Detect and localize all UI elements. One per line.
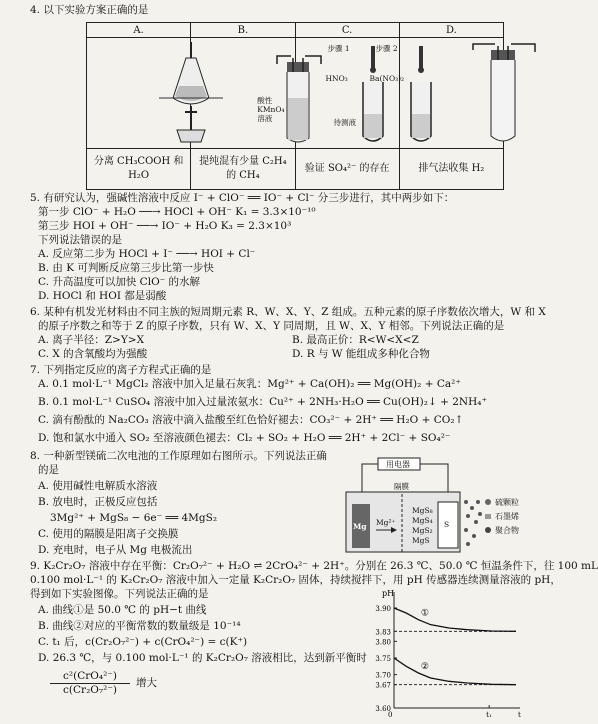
q6-option-d: D. R 与 W 能组成多种化合物 <box>292 348 430 360</box>
q5-option-a: A. 反应第二步为 HOCl + I⁻ ──→ HOI + Cl⁻ <box>38 248 256 260</box>
q9-stem-line3: 得到如下实验图像。下列说法正确的是 <box>30 588 209 600</box>
q6-stem-line2: 的原子序数之和等于 Z 的原子序数，只有 W、X、Y 同周期，且 W、X、Y 相邻。下列说法正确的是 <box>38 320 505 332</box>
species-mgs: MgS <box>412 536 430 545</box>
gas-collection-tube-icon <box>451 38 555 148</box>
battery-diagram <box>340 456 528 554</box>
y-tick-label: 3.83 <box>375 628 391 637</box>
q5-step1: 第一步 ClO⁻ + H₂O ──→ HOCl + OH⁻ K₁ = 3.3×10⁻¹⁰ <box>38 206 316 218</box>
q6-option-b: B. 最高正价：R<W<X<Z <box>292 334 419 346</box>
series-line-2 <box>394 658 516 685</box>
y-axis-label: pH <box>382 589 395 598</box>
device-label: 用电器 <box>386 460 410 469</box>
species-mgs2: MgS₂ <box>412 526 433 535</box>
q9-option-c: C. t₁ 后，c(Cr₂O₇²⁻) + c(CrO₄²⁻) = c(K⁺) <box>38 636 248 648</box>
caption-a-line2: H₂O <box>128 170 150 181</box>
legend-polymer: 聚合物 <box>495 526 519 535</box>
caption-c: 验证 SO₄²⁻ 的存在 <box>295 149 399 190</box>
s-electrode-label: S <box>444 520 450 529</box>
q9-option-d-tail: 增大 <box>136 677 157 689</box>
q8-stem-line2: 的是 <box>38 464 59 476</box>
y-tick-label: 3.67 <box>375 681 391 690</box>
q5-step3: 第三步 HOI + OH⁻ ──→ IO⁻ + H₂O K₃ = 2.3×10³ <box>38 220 292 232</box>
col-b-header: B. <box>191 23 295 38</box>
q5-option-c: C. 升高温度可以加快 ClO⁻ 的水解 <box>38 276 201 288</box>
y-tick-label: 3.75 <box>375 655 391 663</box>
y-tick-label: 3.70 <box>375 671 391 680</box>
q7-option-b: B. 0.1 mol·L⁻¹ CuSO₄ 溶液中加入过量浓氨水：Cu²⁺ + 2NH₃·H₂O ══ Cu(OH)₂↓ + 2NH₄⁺ <box>38 396 488 408</box>
q5-ask: 下列说法错误的是 <box>38 234 122 246</box>
q7-option-a: A. 0.1 mol·L⁻¹ MgCl₂ 溶液中加入足量石灰乳：Mg²⁺ + Ca(OH)₂ ══ Mg(OH)₂ + Ca²⁺ <box>38 378 461 390</box>
q9-option-a: A. 曲线①是 50.0 ℃ 的 pH−t 曲线 <box>38 604 207 616</box>
mg-electrode-label: Mg <box>353 522 367 531</box>
series-line-1 <box>394 608 516 631</box>
q9-fraction-numerator: c²(CrO₄²⁻) <box>50 670 130 684</box>
caption-b-line1: 提纯混有少量 C₂H₄ <box>199 156 287 167</box>
q8-option-c: C. 使用的隔膜是阳离子交换膜 <box>38 528 179 540</box>
mg-ion-label: Mg²⁺ <box>376 518 396 527</box>
q8-option-a: A. 使用碱性电解质水溶液 <box>38 480 158 492</box>
q6-option-c: C. X 的含氧酸均为强酸 <box>38 348 148 360</box>
caption-a-line1: 分离 CH₃COOH 和 <box>93 156 184 167</box>
c-sample-label: 待测液 <box>333 118 356 127</box>
caption-a <box>87 149 191 190</box>
q7-stem: 7. 下列指定反应的离子方程式正确的是 <box>30 364 212 376</box>
b-reagent-line1: 酸性 <box>257 96 273 105</box>
q9-option-d: D. 26.3 ℃，与 0.100 mol·L⁻¹ 的 K₂Cr₂O₇ 溶液相比，达到新平衡时 <box>38 652 367 664</box>
legend-graphene: 石墨烯 <box>495 512 519 521</box>
apparatus-d <box>399 38 503 149</box>
q9-option-b: B. 曲线②对应的平衡常数的数量级是 10⁻¹⁴ <box>38 620 241 632</box>
c-step2-label: 步骤 2 <box>375 44 398 53</box>
x-tick-label: 0 <box>388 711 393 719</box>
b-reagent-line2: KMnO₄ <box>257 105 285 114</box>
q7-option-c: C. 滴有酚酞的 Na₂CO₃ 溶液中滴入盐酸至红色恰好褪去：CO₃²⁻ + 2H⁺ ══ H₂O + CO₂↑ <box>38 414 464 426</box>
q8-option-b: B. 放电时，正极反应包括 <box>38 496 158 508</box>
apparatus-a <box>87 38 191 149</box>
q8-option-b-equation: 3Mg²⁺ + MgS₈ − 6e⁻ ══ 4MgS₂ <box>50 512 218 524</box>
b-reagent-line3: 溶液 <box>257 114 273 123</box>
col-d-header: D. <box>399 23 503 38</box>
q6-option-a: A. 离子半径：Z>Y>X <box>38 334 145 346</box>
apparatus-c <box>295 38 405 149</box>
c-bano3-label: Ba(NO₃)₂ <box>369 74 405 83</box>
q5-option-b: B. 由 K 可判断反应第三步比第一步快 <box>38 262 214 274</box>
apparatus-table <box>86 22 504 190</box>
species-mgs4: MgS₄ <box>412 516 433 525</box>
ph-time-chart-svg <box>360 588 524 718</box>
caption-d: 排气法收集 H₂ <box>399 149 503 190</box>
c-step1-label: 步骤 1 <box>327 44 350 53</box>
caption-b <box>191 149 295 190</box>
q5-stem: 5. 有研究认为，强碱性溶液中反应 I⁻ + ClO⁻ ══ IO⁻ + Cl⁻ 分三步进行，其中两步如下： <box>30 192 455 204</box>
legend-sulfur: 硫颗粒 <box>495 498 519 507</box>
c-hno3-label: HNO₃ <box>325 74 348 83</box>
y-tick-label: 3.90 <box>375 605 391 613</box>
apparatus-b <box>191 38 295 149</box>
q8-option-d: D. 充电时，电子从 Mg 电极流出 <box>38 544 193 556</box>
q6-stem-line1: 6. 某种有机发光材料由不同主族的短周期元素 R、W、X、Y、Z 组成。五种元素的原子序数依次增大，W 和 X <box>30 306 546 318</box>
x-axis-label: t <box>518 711 521 719</box>
series-label-1: ① <box>420 608 429 619</box>
q4-stem: 4. 以下实验方案正确的是 <box>30 4 149 16</box>
q7-option-d: D. 饱和氯水中通入 SO₂ 至溶液颜色褪去：Cl₂ + SO₂ + H₂O ══ 2H⁺ + 2Cl⁻ + SO₄²⁻ <box>38 432 451 444</box>
q5-option-d: D. HOCl 和 HOI 都是弱酸 <box>38 290 167 302</box>
col-c-header: C. <box>295 23 399 38</box>
x-tick-label: t₁ <box>486 711 492 719</box>
q9-stem-line1: 9. K₂Cr₂O₇ 溶液中存在平衡：Cr₂O₇²⁻ + H₂O ⇌ 2CrO₄²⁻ + 2H⁺。分别在 26.3 ℃、50.0 ℃ 恒温条件下，往 100 mL <box>30 560 598 572</box>
y-tick-label: 3.80 <box>375 638 391 647</box>
membrane-label: 隔膜 <box>394 482 409 491</box>
q9-fraction-denominator: c(Cr₂O₇²⁻) <box>63 684 117 696</box>
caption-b-line2: 的 CH₄ <box>226 170 260 181</box>
series-label-2: ② <box>420 662 429 672</box>
y-tick-label: 3.60 <box>375 705 391 713</box>
q8-stem-line1: 8. 一种新型镁硫二次电池的工作原理如右图所示。下列说法正确 <box>30 450 327 462</box>
col-a-header: A. <box>87 23 191 38</box>
q9-stem-line2: 0.100 mol·L⁻¹ 的 K₂Cr₂O₇ 溶液中加入一定量 K₂Cr₂O₇ 固体，持续搅拌下，用 pH 传感器连续测量溶液的 pH， <box>30 574 561 586</box>
species-mgs8: MgS₈ <box>412 506 433 515</box>
ph-time-chart <box>360 588 524 718</box>
